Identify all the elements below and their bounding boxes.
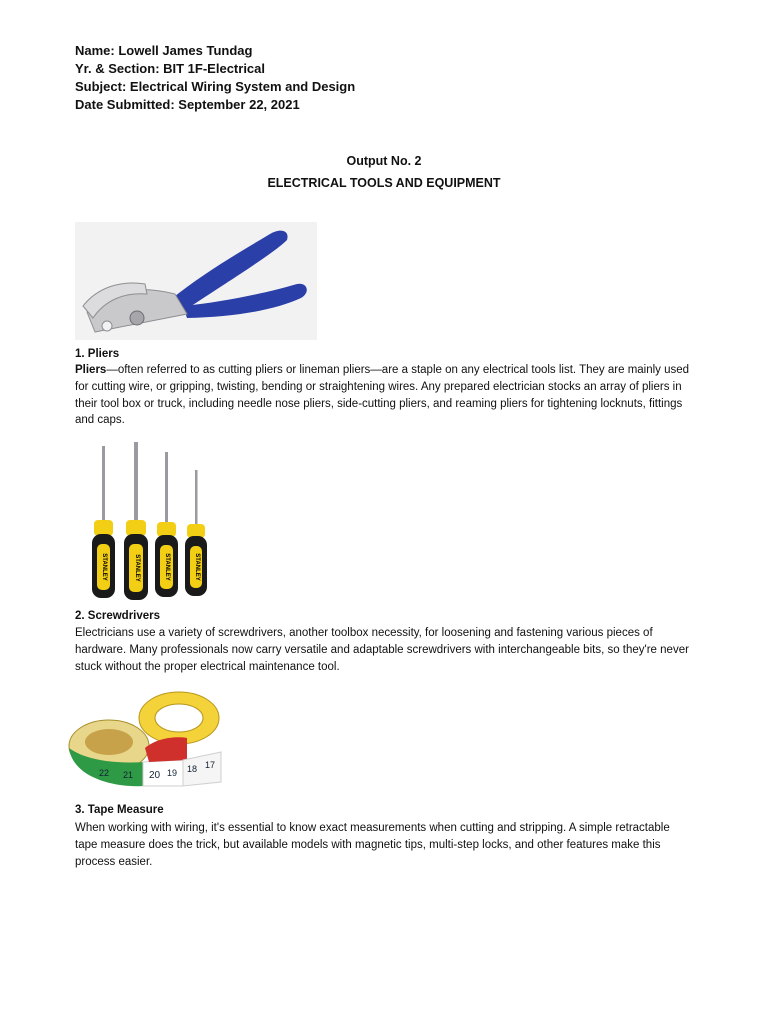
tape-measure-image bbox=[65, 688, 223, 794]
document-title: ELECTRICAL TOOLS AND EQUIPMENT bbox=[267, 176, 501, 190]
tape-number-21: 21 bbox=[123, 770, 134, 780]
tape-number-17: 17 bbox=[205, 760, 216, 770]
tape-measure-heading: 3. Tape Measure bbox=[75, 804, 164, 816]
screwdrivers-paragraph: Electricians use a variety of screwdrivers, another toolbox necessity, for loosening and fastening various pieces of hardware. Many professionals now carry versatile and adaptable screwdrivers with interchangeable bits, so they're never stuck without the proper electrical maintenance tool. bbox=[75, 627, 689, 673]
pliers-body: —often referred to as cutting pliers or lineman pliers—are a staple on any electrical tools list. They are mainly used for cutting wire, or gripping, twisting, bending or straightening wires. Any prepared electrician stocks an array of pliers in their tool box or truck, including needle nose pliers, side-cutting pliers, and reaming pliers for tightening locknuts, fittings and caps. bbox=[75, 364, 690, 427]
pliers-lead: Pliers bbox=[75, 364, 107, 376]
document-header bbox=[75, 42, 355, 114]
document-titles bbox=[0, 150, 768, 194]
screwdrivers-heading: 2. Screwdrivers bbox=[75, 610, 161, 622]
subject: Subject: Electrical Wiring System and Design bbox=[75, 79, 356, 94]
tape-number-22: 22 bbox=[99, 768, 110, 778]
brand-label-4: STANLEY bbox=[194, 553, 200, 581]
pliers-paragraph bbox=[75, 362, 695, 429]
screwdrivers-image bbox=[85, 440, 215, 605]
date-submitted: Date Submitted: September 22, 2021 bbox=[75, 97, 300, 112]
tape-measure-paragraph: When working with wiring, it's essential to know exact measurements when cutting and stripping. A simple retractable tape measure does the trick, but available models with magnetic tips, multi-step locks, and other features make this process easier. bbox=[75, 822, 670, 868]
brand-label-1: STANLEY bbox=[101, 553, 107, 581]
tape-number-20: 20 bbox=[149, 770, 161, 781]
student-name: Name: Lowell James Tundag bbox=[75, 43, 253, 58]
brand-label-3: STANLEY bbox=[164, 553, 170, 581]
brand-label-2: STANLEY bbox=[134, 554, 140, 582]
tape-number-19: 19 bbox=[167, 768, 178, 778]
output-number: Output No. 2 bbox=[346, 154, 422, 168]
tape-number-18: 18 bbox=[187, 764, 198, 774]
pliers-heading: 1. Pliers bbox=[75, 348, 120, 360]
year-section: Yr. & Section: BIT 1F-Electrical bbox=[75, 61, 265, 76]
pliers-image bbox=[75, 222, 317, 340]
